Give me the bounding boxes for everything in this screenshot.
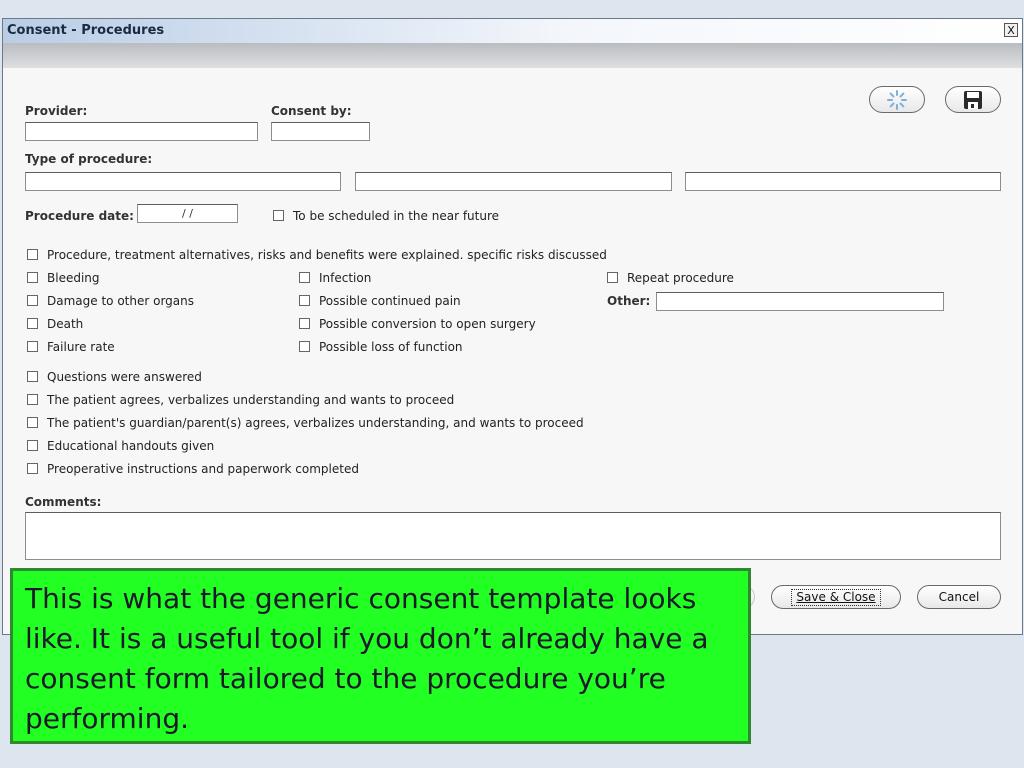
provider-field[interactable]: [25, 122, 258, 141]
damage-label: Damage to other organs: [47, 294, 194, 308]
cancel-label: Cancel: [938, 590, 980, 604]
death-label: Death: [47, 317, 84, 331]
patient-agrees-label: The patient agrees, verbalizes understanding and wants to proceed: [47, 393, 455, 407]
procedure-type-field-3[interactable]: [685, 172, 1001, 191]
annotation-text: This is what the generic consent template looks like. It is a useful tool if you don’t already have a consent form tailored to the procedure you’re performing.: [25, 582, 709, 735]
damage-checkbox[interactable]: [27, 295, 38, 306]
handouts-checkbox[interactable]: [27, 440, 38, 451]
failure-rate-checkbox[interactable]: [27, 341, 38, 352]
close-button[interactable]: X: [1004, 23, 1018, 37]
bleeding-checkbox[interactable]: [27, 272, 38, 283]
comments-label: Comments:: [25, 495, 102, 509]
failure-rate-label: Failure rate: [47, 340, 115, 354]
preop-checkbox[interactable]: [27, 463, 38, 474]
repeat-procedure-checkbox[interactable]: [607, 272, 618, 283]
type-of-procedure-label: Type of procedure:: [25, 152, 153, 166]
infection-checkbox[interactable]: [299, 272, 310, 283]
infection-label: Infection: [319, 271, 372, 285]
pain-checkbox[interactable]: [299, 295, 310, 306]
repeat-procedure-label: Repeat procedure: [627, 271, 734, 285]
questions-checkbox[interactable]: [27, 371, 38, 382]
save-and-close-button[interactable]: [771, 585, 901, 609]
conversion-checkbox[interactable]: [299, 318, 310, 329]
save-and-close-label: Save & Close: [791, 589, 880, 606]
preop-label: Preoperative instructions and paperwork completed: [47, 462, 359, 476]
cancel-button[interactable]: [917, 585, 1001, 609]
consent-by-label: Consent by:: [271, 104, 352, 118]
window-title: Consent - Procedures: [7, 23, 165, 38]
procedure-date-field[interactable]: [137, 204, 238, 223]
questions-label: Questions were answered: [47, 370, 202, 384]
schedule-label: To be scheduled in the near future: [293, 209, 500, 223]
patient-agrees-checkbox[interactable]: [27, 394, 38, 405]
consent-by-field[interactable]: [271, 122, 370, 141]
toolbar-band: [3, 43, 1022, 68]
other-field[interactable]: [656, 292, 944, 311]
bleeding-label: Bleeding: [47, 271, 100, 285]
procedure-date-label: Procedure date:: [25, 209, 134, 223]
consent-procedures-window: [2, 18, 1023, 635]
handouts-label: Educational handouts given: [47, 439, 215, 453]
guardian-agrees-checkbox[interactable]: [27, 417, 38, 428]
provider-label: Provider:: [25, 104, 88, 118]
loss-of-function-label: Possible loss of function: [319, 340, 463, 354]
annotation-note: [10, 568, 751, 744]
guardian-agrees-label: The patient's guardian/parent(s) agrees, verbalizes understanding, and wants to proceed: [47, 416, 584, 430]
loss-of-function-checkbox[interactable]: [299, 341, 310, 352]
procedure-type-field-1[interactable]: [25, 172, 341, 191]
schedule-checkbox[interactable]: [273, 210, 284, 221]
pain-label: Possible continued pain: [319, 294, 461, 308]
refresh-button[interactable]: [869, 86, 925, 113]
comments-field[interactable]: [25, 512, 1001, 560]
explained-checkbox[interactable]: [27, 249, 38, 260]
procedure-type-field-2[interactable]: [355, 172, 672, 191]
spinner-icon: [885, 88, 909, 112]
other-label: Other:: [607, 294, 651, 308]
title-bar: [3, 19, 1022, 43]
floppy-disk-icon: [962, 89, 984, 111]
explained-label: Procedure, treatment alternatives, risks and benefits were explained. specific risks discussed: [47, 248, 607, 262]
death-checkbox[interactable]: [27, 318, 38, 329]
save-button[interactable]: [945, 86, 1001, 113]
conversion-label: Possible conversion to open surgery: [319, 317, 536, 331]
